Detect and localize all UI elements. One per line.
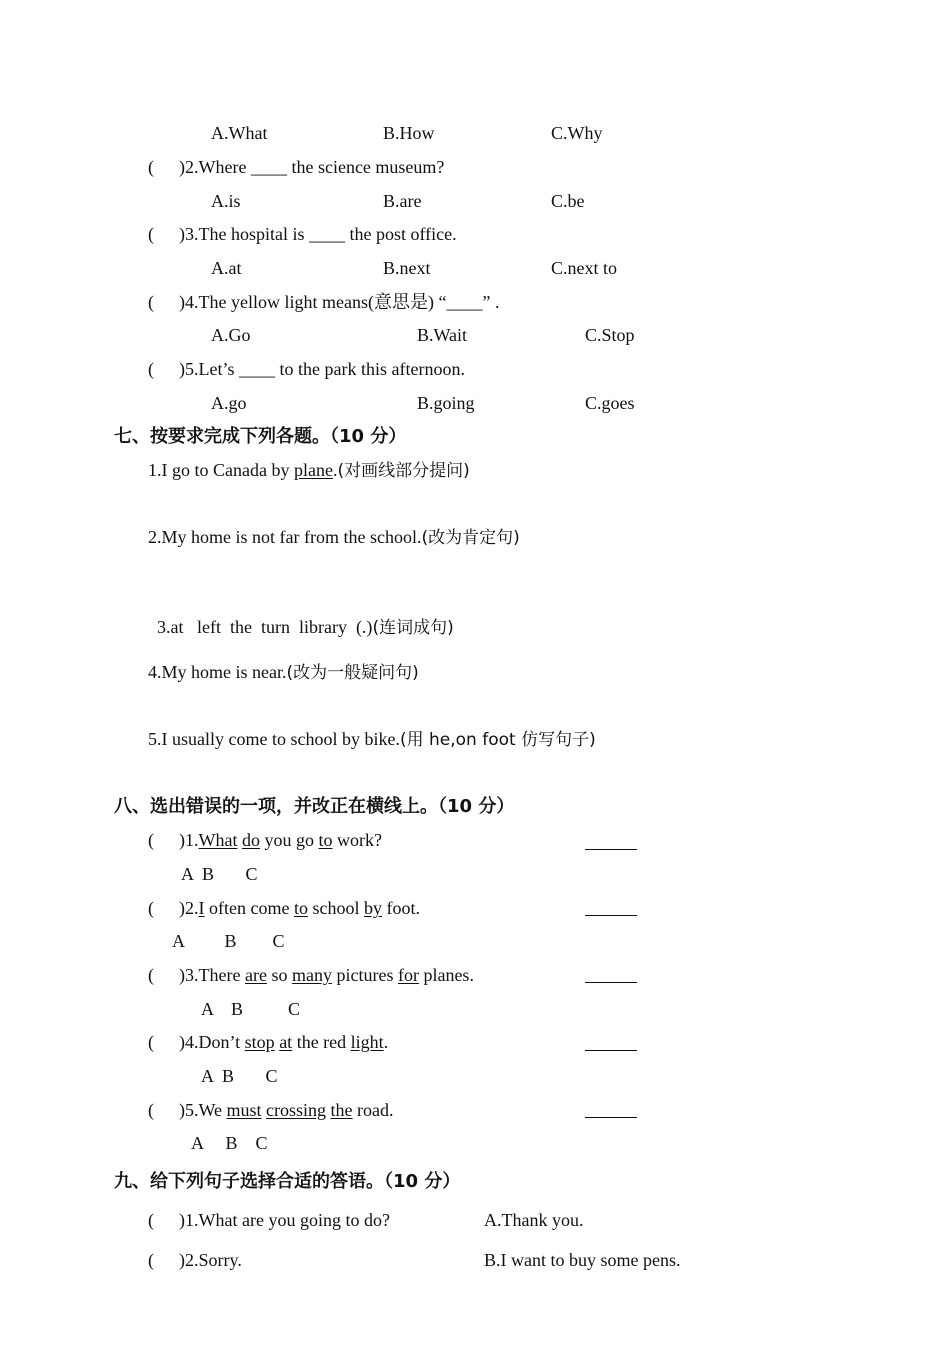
- s8-q5: [179, 1099, 394, 1121]
- s7-item-1-post: .: [332, 460, 338, 480]
- q5-text-a: )5.Let’s: [179, 359, 235, 379]
- s8-q2: [179, 897, 420, 919]
- q2-option-a: A.is: [211, 191, 241, 211]
- s9-row-1-question: )1.What are you going to do?: [179, 1210, 390, 1230]
- s8-q2-choice-c: by: [363, 898, 382, 918]
- s8-q3-p6: planes.: [418, 965, 474, 985]
- s7-item-1-underlined: plane: [293, 460, 333, 480]
- s8-q4-answer-line: [585, 1050, 637, 1051]
- s8-q5-p0: )5.We: [179, 1100, 227, 1120]
- s8-q3-answer-line: [585, 982, 637, 983]
- q2-text-a: )2.Where: [179, 157, 247, 177]
- q5-text-b: to the park this afternoon.: [279, 359, 465, 379]
- q5-option-a: A.go: [211, 393, 247, 413]
- q4-option-a: A.Go: [211, 325, 251, 345]
- s7-item-5: [148, 728, 596, 751]
- q1-option-c: C.Why: [551, 123, 603, 143]
- s7-item-3-note: (连词成句): [372, 618, 454, 638]
- s8-q5-paren: (: [148, 1100, 154, 1120]
- q2-option-c: C.be: [551, 191, 585, 211]
- s8-q2-choice-a: I: [198, 898, 205, 918]
- s8-q5-choice-a: must: [226, 1100, 262, 1120]
- s7-item-3: [148, 594, 454, 639]
- q3-option-b: B.next: [383, 258, 431, 278]
- s7-item-3-pre: 3.at left the turn library (.): [157, 617, 373, 637]
- s7-item-2: [148, 526, 520, 549]
- s7-item-1-pre: 1.I go to Canada by: [148, 460, 294, 480]
- s7-item-1: [148, 459, 470, 482]
- s8-q4-choice-b: at: [279, 1032, 293, 1052]
- s8-q5-p6: road.: [352, 1100, 394, 1120]
- s8-q2-p6: foot.: [381, 898, 420, 918]
- section8-heading: 八、选出错误的一项，并改正在横线上。（10 分）: [114, 796, 515, 817]
- s9-row-2-answer: B.I want to buy some pens.: [484, 1250, 681, 1270]
- s8-q2-p0: )2.: [179, 898, 199, 918]
- q4-quote-open: “: [438, 292, 447, 312]
- s8-q1-choice-c: to: [318, 830, 333, 850]
- s8-q1-p6: work?: [332, 830, 382, 850]
- s8-q2-p4: school: [307, 898, 364, 918]
- q3-option-a: A.at: [211, 258, 242, 278]
- s8-q3-choice-a: are: [244, 965, 267, 985]
- q4-question: [179, 291, 499, 313]
- section7-heading: 七、按要求完成下列各题。（10 分）: [114, 426, 407, 447]
- section9-heading: 九、给下列句子选择合适的答语。（10 分）: [114, 1171, 461, 1192]
- s8-q4-p6: .: [383, 1032, 389, 1052]
- q3-question: [179, 223, 457, 245]
- s8-q3-p2: so: [266, 965, 292, 985]
- s8-q2-answer-line: [585, 915, 637, 916]
- s8-q1-choice-b: do: [241, 830, 260, 850]
- s7-item-1-note: (对画线部分提问): [337, 461, 470, 481]
- s8-q1-paren: (: [148, 830, 154, 850]
- s8-q1: [179, 829, 382, 851]
- s9-row-2-question: )2.Sorry.: [179, 1250, 242, 1270]
- q3-text-b: the post office.: [349, 224, 457, 244]
- s8-q1-p4: you go: [259, 830, 319, 850]
- s8-q3-choice-c: for: [397, 965, 419, 985]
- q3-blank: ____: [308, 224, 345, 244]
- s8-q5-answer-line: [585, 1117, 637, 1118]
- s7-item-2-note: (改为肯定句): [421, 528, 520, 548]
- q5-option-c: C.goes: [585, 393, 635, 413]
- s8-q3-p0: )3.There: [179, 965, 245, 985]
- q2-text-b: the science museum?: [291, 157, 445, 177]
- q4-quote-close: ”: [482, 292, 491, 312]
- q2-option-b: B.are: [383, 191, 422, 211]
- q1-option-a: A.What: [211, 123, 268, 143]
- s8-q4-p0: )4.Don’t: [179, 1032, 245, 1052]
- s8-q1-choice-a: What: [198, 830, 238, 850]
- q2-paren: (: [148, 157, 154, 177]
- q4-option-b: B.Wait: [417, 325, 468, 345]
- s8-q4-choice-c: light: [350, 1032, 384, 1052]
- s9-row-2-paren: (: [148, 1250, 154, 1270]
- s8-q5-choice-b: crossing: [266, 1100, 327, 1120]
- s9-row-1-answer: A.Thank you.: [484, 1210, 584, 1230]
- q2-question: [179, 156, 444, 178]
- s8-q3-letters: A B C: [201, 999, 301, 1019]
- q4-paren: (: [148, 292, 154, 312]
- s7-item-4: [148, 661, 419, 684]
- s8-q2-p2: often come: [204, 898, 294, 918]
- s7-item-5-note: (用 he,on foot 仿写句子): [399, 730, 596, 750]
- s8-q3-choice-b: many: [291, 965, 332, 985]
- q5-option-b: B.going: [417, 393, 475, 413]
- s8-q2-paren: (: [148, 898, 154, 918]
- q3-option-c: C.next to: [551, 258, 617, 278]
- q5-paren: (: [148, 359, 154, 379]
- q1-option-b: B.How: [383, 123, 435, 143]
- s8-q4: [179, 1031, 388, 1053]
- s8-q4-choice-a: stop: [244, 1032, 275, 1052]
- q5-blank: ____: [239, 359, 275, 379]
- s8-q5-choice-c: the: [330, 1100, 353, 1120]
- s8-q4-paren: (: [148, 1032, 154, 1052]
- s7-item-5-pre: 5.I usually come to school by bike.: [148, 729, 400, 749]
- s8-q1-answer-line: [585, 849, 637, 850]
- q4-option-c: C.Stop: [585, 325, 635, 345]
- q3-text-a: )3.The hospital is: [179, 224, 305, 244]
- q4-end: .: [494, 292, 500, 312]
- q5-question: [179, 358, 465, 380]
- q4-blank: ____: [446, 292, 483, 312]
- s8-q5-letters: A B C: [191, 1133, 268, 1153]
- s8-q3-p4: pictures: [331, 965, 398, 985]
- s8-q4-letters: A B C: [201, 1066, 278, 1086]
- s7-item-4-note: (改为一般疑问句): [286, 663, 419, 683]
- s8-q3-paren: (: [148, 965, 154, 985]
- s9-row-1-paren: (: [148, 1210, 154, 1230]
- s8-q4-p4: the red: [292, 1032, 351, 1052]
- q2-blank: ____: [250, 157, 287, 177]
- s7-item-4-pre: 4.My home is near.: [148, 662, 287, 682]
- s8-q2-letters: A B C: [172, 931, 285, 951]
- s7-item-2-pre: 2.My home is not far from the school.: [148, 527, 422, 547]
- s8-q1-letters: A B C: [181, 864, 258, 884]
- q4-text-a: )4.The yellow light means(意思是): [179, 292, 434, 312]
- s8-q3: [179, 964, 474, 986]
- q3-paren: (: [148, 224, 154, 244]
- s8-q2-choice-b: to: [293, 898, 308, 918]
- s8-q1-p0: )1.: [179, 830, 199, 850]
